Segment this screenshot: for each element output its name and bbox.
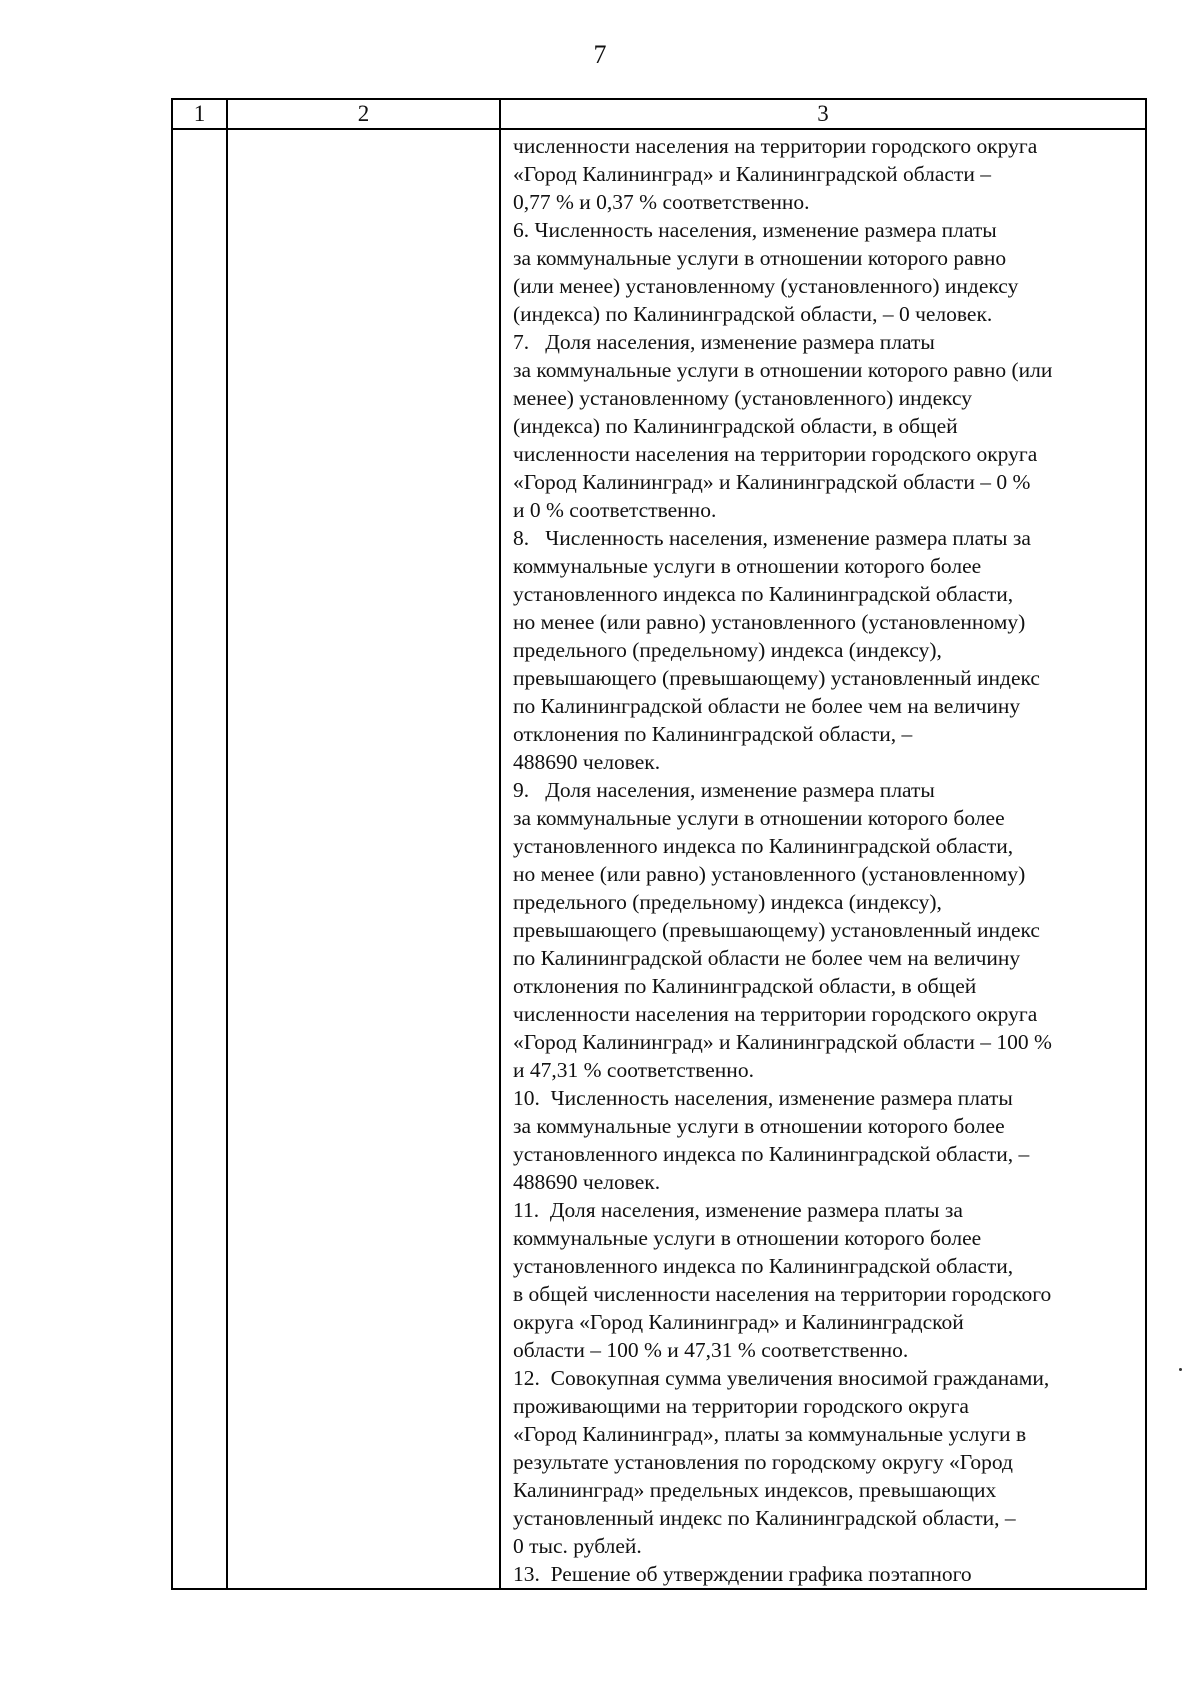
text-line: в общей численности населения на территории городского [513,1282,1052,1306]
text-line: 0,77 % и 0,37 % соответственно. [513,190,810,214]
text-line: установленный индекс по Калининградской области, – [513,1506,1016,1530]
text-line: 0 тыс. рублей. [513,1534,642,1558]
text-line: 488690 человек. [513,750,661,774]
text-line: коммунальные услуги в отношении которого более [513,554,982,578]
text-line: 7. Доля населения, изменение размера платы [513,330,935,354]
text-line: округа «Город Калининград» и Калининградской [513,1310,964,1334]
page-number: 7 [593,40,607,69]
cell-col-1 [172,129,227,1589]
text-line: области – 100 % и 47,31 % соответственно. [513,1338,909,1362]
text-line: за коммунальные услуги в отношении которого более [513,806,1005,830]
cell-col-3-text [501,130,1145,1588]
text-line: 13. Решение об утверждении графика поэтапного [513,1562,972,1586]
text-line: установленного индекса по Калининградской области, – [513,1142,1030,1166]
cell-col-2 [227,129,500,1589]
text-line: результате установления по городскому округу «Город [513,1450,1013,1474]
text-line: численности населения на территории городского округа [513,1002,1038,1026]
text-line: проживающими на территории городского округа [513,1394,969,1418]
text-line: «Город Калининград», платы за коммунальные услуги в [513,1422,1027,1446]
table-row [172,129,1146,1589]
text-line: превышающего (превышающему) установленный индекс [513,918,1040,942]
text-line: и 0 % соответственно. [513,498,717,522]
text-line: Калининград» предельных индексов, превышающих [513,1478,997,1502]
header-col-3: 3 [500,99,1146,129]
text-line: численности населения на территории городского округа [513,442,1038,466]
text-line: 6. Численность населения, изменение размера платы [513,218,997,242]
text-line: отклонения по Калининградской области, – [513,722,913,746]
text-line: предельного (предельному) индекса (индексу), [513,638,942,662]
text-line: за коммунальные услуги в отношении которого более [513,1114,1005,1138]
text-line: численности населения на территории городского округа [513,134,1038,158]
text-line: но менее (или равно) установленного (установленному) [513,610,1026,634]
text-line: установленного индекса по Калининградской области, [513,1254,1014,1278]
text-line: за коммунальные услуги в отношении которого равно (или [513,358,1053,382]
text-line: «Город Калининград» и Калининградской области – 100 % [513,1030,1052,1054]
text-line: менее) установленному (установленного) индексу [513,386,973,410]
text-line: «Город Калининград» и Калининградской области – 0 % [513,470,1031,494]
header-row [172,99,1146,129]
text-line: 8. Численность населения, изменение размера платы за [513,526,1031,550]
text-line: но менее (или равно) установленного (установленному) [513,862,1026,886]
text-line: (индекса) по Калининградской области, – 0 человек. [513,302,993,326]
text-line: установленного индекса по Калининградской области, [513,582,1014,606]
text-line: 10. Численность населения, изменение размера платы [513,1086,1013,1110]
text-line: «Город Калининград» и Калининградской области – [513,162,991,186]
text-line: по Калининградской области не более чем на величину [513,946,1021,970]
scan-speck [1179,1368,1182,1371]
text-line: 12. Совокупная сумма увеличения вносимой гражданами, [513,1366,1050,1390]
cell-col-3 [500,129,1146,1589]
text-line: установленного индекса по Калининградской области, [513,834,1014,858]
text-line: 488690 человек. [513,1170,661,1194]
header-col-2: 2 [227,99,500,129]
text-line: по Калининградской области не более чем на величину [513,694,1021,718]
text-line: за коммунальные услуги в отношении которого равно [513,246,1007,270]
document-table [171,98,1147,1590]
text-line: коммунальные услуги в отношении которого более [513,1226,982,1250]
text-line: 11. Доля населения, изменение размера платы за [513,1198,963,1222]
text-line: 9. Доля населения, изменение размера платы [513,778,935,802]
text-line: предельного (предельному) индекса (индексу), [513,890,942,914]
text-line: отклонения по Калининградской области, в общей [513,974,977,998]
header-col-1: 1 [172,99,227,129]
text-line: превышающего (превышающему) установленный индекс [513,666,1040,690]
text-line: (индекса) по Калининградской области, в общей [513,414,958,438]
text-line: (или менее) установленному (установленного) индексу [513,274,1019,298]
text-line: и 47,31 % соответственно. [513,1058,754,1082]
